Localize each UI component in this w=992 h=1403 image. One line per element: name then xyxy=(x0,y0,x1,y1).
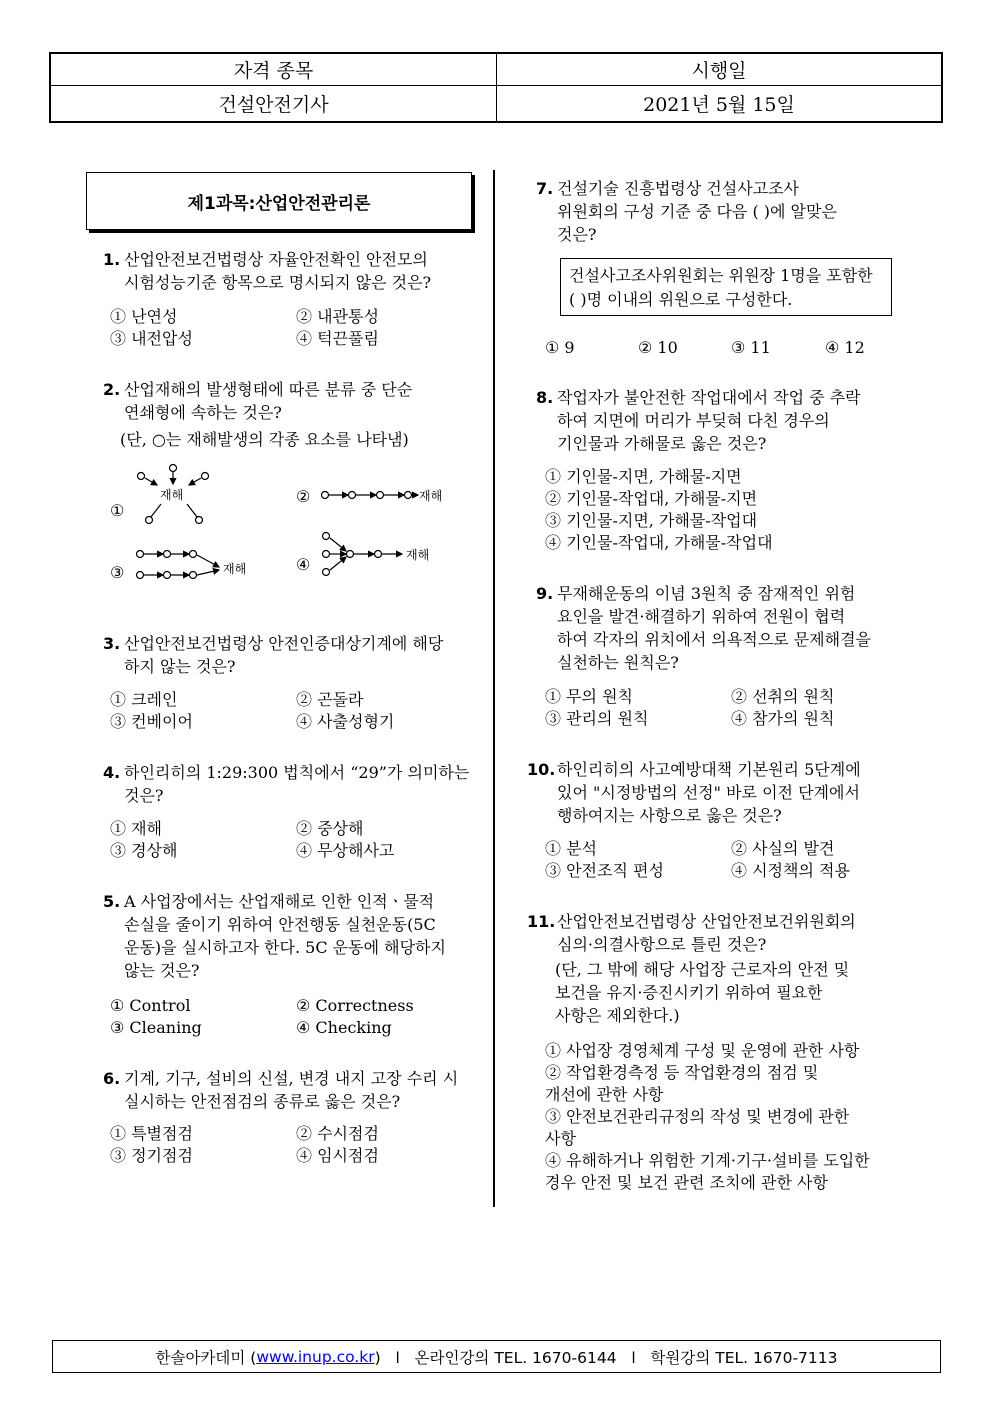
option: ① 9 xyxy=(545,338,575,357)
option: ① 크레인 xyxy=(110,690,178,709)
question-5 xyxy=(103,890,488,982)
header-table xyxy=(49,52,943,123)
header-label-subject: 자격 종목 xyxy=(51,54,497,86)
option: ② 곤돌라 xyxy=(296,690,364,709)
option: ④ 시정책의 적용 xyxy=(731,861,850,880)
option: ② 작업환경측정 등 작업환경의 점검 및 개선에 관한 사항 xyxy=(545,1063,819,1104)
question-4 xyxy=(103,761,488,807)
option: ④ 턱끈풀림 xyxy=(296,329,379,348)
option: ② 수시점검 xyxy=(296,1124,379,1143)
diagram-radial xyxy=(135,462,215,526)
question-number: 1. xyxy=(103,250,121,269)
question-number: 11. xyxy=(527,912,556,931)
question-stem: A 사업장에서는 산업재해로 인한 인적ㆍ물적 손실을 줄이기 위하여 안전행동 실천운동(5C 운동)을 실시하고자 한다. 5C 운동에 해당하지 않는 것은? xyxy=(124,892,446,980)
option: ③ 안전조직 편성 xyxy=(545,861,664,880)
question-stem: 하인리히의 1:29:300 법칙에서 “29”가 의미하는 것은? xyxy=(124,763,470,805)
question-number: 10. xyxy=(527,760,556,779)
footer-website-link[interactable]: www.inup.co.kr xyxy=(256,1347,375,1366)
header-subject: 건설안전기사 xyxy=(51,86,497,121)
option: ② xyxy=(296,487,311,506)
footer-contact: ) l 온라인강의 TEL. 1670-6144 l 학원강의 TEL. 1670-7113 xyxy=(374,1348,838,1367)
option: ① xyxy=(110,501,125,520)
diagram-chain xyxy=(320,485,450,505)
section-title: 제1과목:산업안전관리론 xyxy=(86,172,472,230)
question-9 xyxy=(536,582,921,674)
option: ④ 무상해사고 xyxy=(296,841,395,860)
option: ② 사실의 발견 xyxy=(731,839,835,858)
footer-academy: 한솔아카데미 ( xyxy=(155,1348,257,1367)
option: ③ 내전압성 xyxy=(110,329,193,348)
diagram-label: 재해 xyxy=(223,562,247,576)
option: ④ 12 xyxy=(825,338,865,357)
option: ④ 기인물-작업대, 가해물-작업대 xyxy=(545,533,773,552)
question-stem: 산업안전보건법령상 자율안전확인 안전모의 시험성능기준 항목으로 명시되지 않은 것은? xyxy=(124,250,432,292)
option: ② Correctness xyxy=(296,996,414,1015)
option: ② 선취의 원칙 xyxy=(731,687,835,706)
diagram-parallel xyxy=(135,545,255,585)
option: ③ 11 xyxy=(731,338,771,357)
option: ④ 유해하거나 위험한 기계·기구·설비를 도입한 경우 안전 및 보건 관련 조치에 관한 사항 xyxy=(545,1151,870,1192)
option: ④ 임시점검 xyxy=(296,1146,379,1165)
question-note: (단, ○는 재해발생의 각종 요소를 나타냄) xyxy=(120,430,409,449)
option: ① 무의 원칙 xyxy=(545,687,633,706)
option: ④ 참가의 원칙 xyxy=(731,709,835,728)
footer xyxy=(52,1340,941,1373)
question-stem: 작업자가 불안전한 작업대에서 작업 중 추락 하여 지면에 머리가 부딪혀 다친 경우의 기인물과 가해물로 옳은 것은? xyxy=(557,388,861,453)
option: ③ 정기점검 xyxy=(110,1146,193,1165)
question-stem: 산업재해의 발생형태에 따른 분류 중 단순 연쇄형에 속하는 것은? xyxy=(124,380,413,422)
diagram-label: 재해 xyxy=(406,548,430,562)
question-number: 2. xyxy=(103,380,121,399)
option: ④ Checking xyxy=(296,1018,392,1037)
option: ① 분석 xyxy=(545,839,597,858)
column-divider xyxy=(493,170,495,1207)
option: ① 사업장 경영체계 구성 및 운영에 관한 사항 xyxy=(545,1041,860,1060)
diagram-converge xyxy=(320,530,450,578)
option: ④ xyxy=(296,555,311,574)
question-stem: 하인리히의 사고예방대책 기본원리 5단계에 있어 "시정방법의 선정" 바로 이전 단계에서 행하여지는 사항으로 옳은 것은? xyxy=(557,760,861,825)
option: ③ 기인물-지면, 가해물-작업대 xyxy=(545,511,758,530)
question-number: 3. xyxy=(103,634,121,653)
option: ① 특별점검 xyxy=(110,1124,193,1143)
question-stem: 산업안전보건법령상 안전인증대상기계에 해당 하지 않는 것은? xyxy=(124,634,444,676)
question-stem: 건설기술 진흥법령상 건설사고조사 위원회의 구성 기준 중 다음 ( )에 알맞은 것은? xyxy=(557,179,837,244)
option: ② 기인물-작업대, 가해물-지면 xyxy=(545,489,758,508)
question-10 xyxy=(527,758,922,827)
question-number: 4. xyxy=(103,763,121,782)
header-date: 2021년 5월 15일 xyxy=(643,94,795,116)
diagram-label: 재해 xyxy=(160,488,184,502)
question-7 xyxy=(536,177,916,246)
question-8 xyxy=(536,386,921,455)
question-number: 9. xyxy=(536,584,554,603)
option: ④ 사출성형기 xyxy=(296,712,395,731)
option: ③ xyxy=(110,563,125,582)
question-stem: 무재해운동의 이념 3원칙 중 잠재적인 위험 요인을 발견·해결하기 위하여 전원이 협력 하여 각자의 위치에서 의욕적으로 문제해결을 실천하는 원칙은? xyxy=(557,584,872,672)
option: ① 기인물-지면, 가해물-지면 xyxy=(545,467,742,486)
question-note: (단, 그 밖에 해당 사업장 근로자의 안전 및 보건을 유지·증진시키기 위하여 필요한 사항은 제외한다.) xyxy=(555,960,850,1025)
option: ③ 안전보건관리규정의 작성 및 변경에 관한 사항 xyxy=(545,1107,850,1148)
question-stem: 산업안전보건법령상 산업안전보건위원회의 심의·의결사항으로 틀린 것은? xyxy=(557,912,856,954)
option: ③ 경상해 xyxy=(110,841,178,860)
option: ② 중상해 xyxy=(296,819,364,838)
question-box: 건설사고조사위원회는 위원장 1명을 포함한 ( )명 이내의 위원으로 구성한다. xyxy=(560,258,892,316)
option: ③ 컨베이어 xyxy=(110,712,193,731)
question-11 xyxy=(527,910,922,956)
question-number: 8. xyxy=(536,388,554,407)
question-2 xyxy=(103,378,483,424)
option: ① Control xyxy=(110,996,191,1015)
option: ① 재해 xyxy=(110,819,162,838)
question-3 xyxy=(103,632,483,678)
option: ③ Cleaning xyxy=(110,1018,202,1037)
diagram-label: 재해 xyxy=(419,489,443,503)
question-stem: 기계, 기구, 설비의 신설, 변경 내지 고장 수리 시 실시하는 안전점검의 종류로 옳은 것은? xyxy=(124,1069,459,1111)
question-1 xyxy=(103,248,483,294)
question-number: 5. xyxy=(103,892,121,911)
option: ① 난연성 xyxy=(110,307,178,326)
option: ② 내관통성 xyxy=(296,307,379,326)
question-number: 6. xyxy=(103,1069,121,1088)
option: ③ 관리의 원칙 xyxy=(545,709,649,728)
question-number: 7. xyxy=(536,179,554,198)
option: ② 10 xyxy=(638,338,678,357)
question-6 xyxy=(103,1067,488,1113)
header-label-date: 시행일 xyxy=(497,54,941,86)
